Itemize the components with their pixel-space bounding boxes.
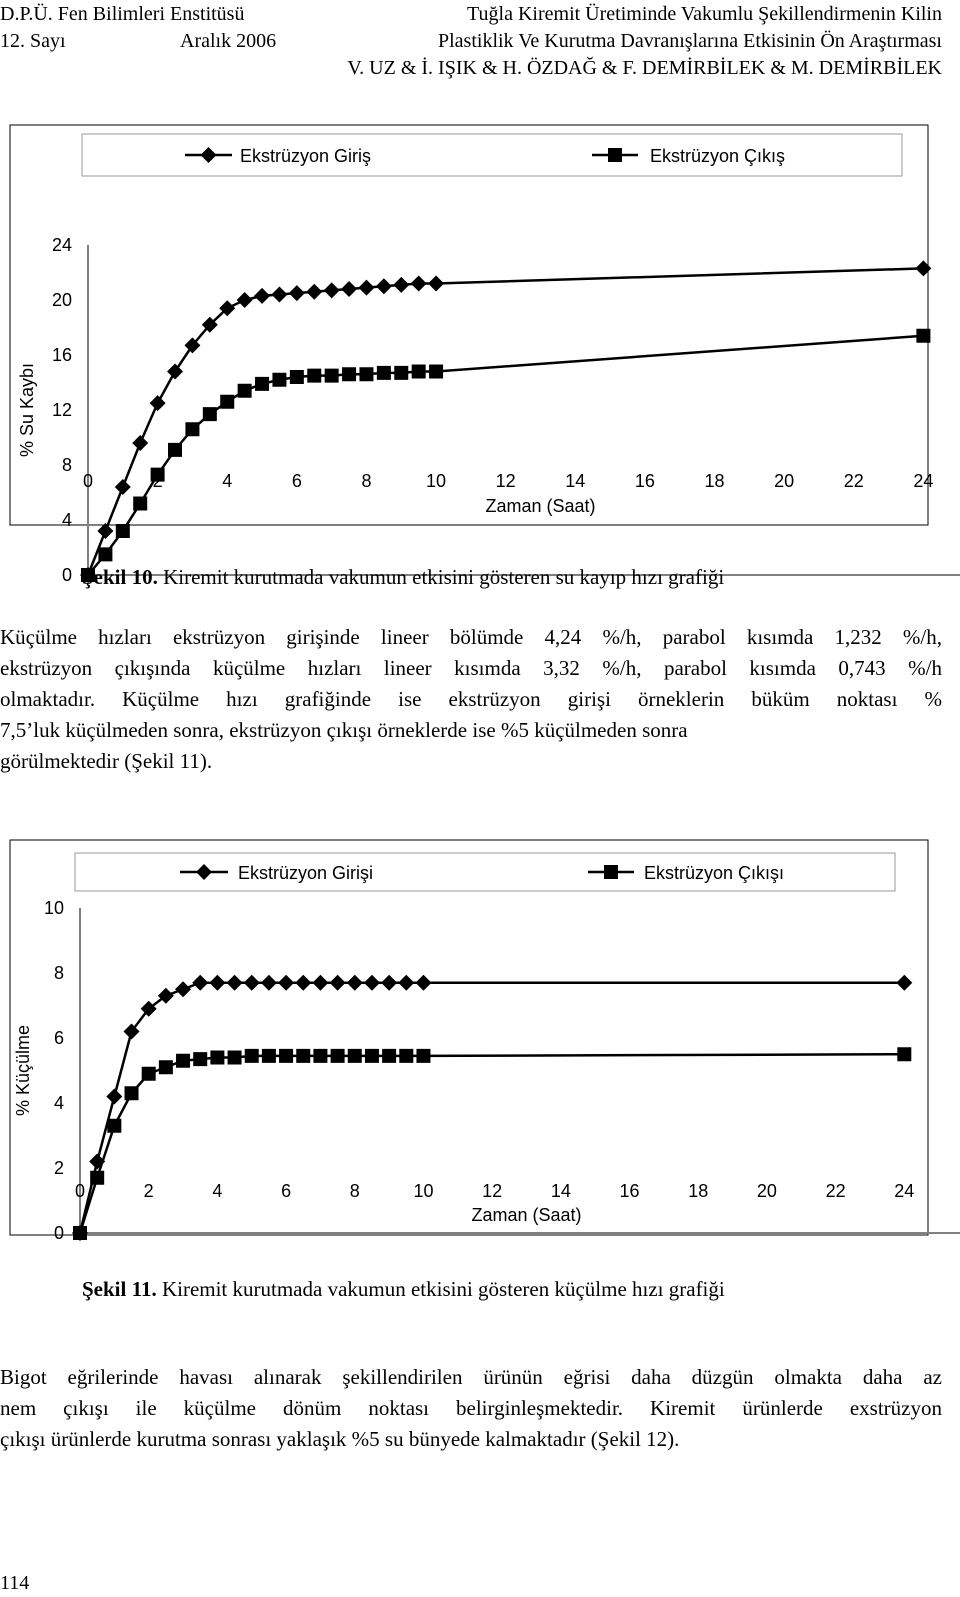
paragraph-line: Küçülme hızları ekstrüzyon girişinde lineer bölümde 4,24 %/h, parabol kısımda 1,232 %/h, — [0, 625, 942, 649]
x-tick-label: 16 — [619, 1181, 640, 1201]
data-point-square — [245, 1049, 259, 1063]
data-point-square — [916, 329, 930, 343]
paragraph-line: ekstrüzyon çıkışında küçülme hızları lineer kısımda 3,32 %/h, parabol kısımda 0,743 %/h — [0, 656, 942, 680]
paragraph-line: görülmektedir (Şekil 11). — [0, 749, 213, 773]
y-tick-label: 0 — [61, 565, 72, 585]
data-point-square — [307, 369, 321, 383]
data-point-square — [176, 1054, 190, 1068]
y-tick-label: 8 — [61, 455, 72, 475]
x-tick-label: 12 — [495, 471, 516, 491]
data-point-square — [382, 1049, 396, 1063]
y-tick-label: 24 — [51, 235, 72, 255]
data-point-square — [193, 1052, 207, 1066]
figure-10-label: Şekil 10. — [82, 565, 158, 589]
x-axis-label: Zaman (Saat) — [485, 496, 596, 516]
data-point-square — [220, 395, 234, 409]
legend-label: Ekstrüzyon Çıkış — [650, 146, 786, 166]
data-point-square — [331, 1049, 345, 1063]
data-point-square — [98, 547, 112, 561]
figure-11-label: Şekil 11. — [82, 1277, 157, 1301]
data-point-square — [296, 1049, 310, 1063]
x-tick-label: 24 — [894, 1181, 915, 1201]
x-tick-label: 20 — [774, 471, 795, 491]
data-point-square — [429, 365, 443, 379]
legend-label: Ekstrüzyon Girişi — [238, 863, 374, 883]
data-point-square — [159, 1060, 173, 1074]
x-tick-label: 22 — [843, 471, 864, 491]
x-tick-label: 14 — [565, 471, 586, 491]
data-point-square — [228, 1051, 242, 1065]
data-point-square — [342, 367, 356, 381]
figure-11-caption-text: Kiremit kurutmada vakumun etkisini gösteren küçülme hızı grafiği — [156, 1277, 725, 1301]
x-tick-label: 0 — [74, 1181, 86, 1201]
data-point-square — [325, 369, 339, 383]
legend-marker-square — [608, 148, 622, 162]
figure-11-caption — [82, 1277, 725, 1302]
data-point-square — [279, 1049, 293, 1063]
chart-frame — [10, 840, 928, 1235]
data-point-square — [133, 497, 147, 511]
x-tick-label: 14 — [550, 1181, 571, 1201]
paragraph-2 — [0, 1362, 942, 1455]
y-tick-label: 12 — [51, 400, 72, 420]
shrinkage-chart — [0, 835, 960, 1243]
data-point-square — [394, 366, 408, 380]
y-tick-label: 20 — [51, 290, 72, 310]
article-authors: V. UZ & İ. IŞIK & H. ÖZDAĞ & F. DEMİRBİLEK & M. DEMİRBİLEK — [347, 57, 942, 79]
y-tick-label: 8 — [53, 963, 64, 983]
data-point-square — [210, 1051, 224, 1065]
x-tick-label: 8 — [349, 1181, 360, 1201]
data-point-square — [365, 1049, 379, 1063]
x-tick-label: 16 — [634, 471, 655, 491]
data-point-square — [90, 1171, 104, 1185]
paragraph-1 — [0, 622, 942, 777]
data-point-square — [116, 524, 130, 538]
y-tick-label: 4 — [61, 510, 72, 530]
x-tick-label: 2 — [143, 1181, 154, 1201]
data-point-square — [412, 365, 426, 379]
data-point-square — [203, 407, 217, 421]
journal-date: Aralık 2006 — [180, 30, 277, 52]
figure-10-caption — [82, 565, 724, 590]
x-axis-label: Zaman (Saat) — [471, 1205, 582, 1225]
article-title-line1: Tuğla Kiremit Üretiminde Vakumlu Şekillendirmenin Kilin — [467, 3, 942, 25]
data-point-square — [272, 373, 286, 387]
paragraph-line: Bigot eğrilerinde havası alınarak şekillendirilen ürünün eğrisi daha düzgün olmakta daha az — [0, 1365, 942, 1389]
x-tick-label: 0 — [82, 471, 94, 491]
data-point-square — [377, 366, 391, 380]
data-point-square — [313, 1049, 327, 1063]
x-tick-label: 10 — [426, 471, 447, 491]
x-tick-label: 10 — [413, 1181, 434, 1201]
x-tick-label: 12 — [482, 1181, 503, 1201]
data-point-square — [348, 1049, 362, 1063]
data-point-square — [73, 1226, 87, 1240]
x-tick-label: 18 — [704, 471, 725, 491]
y-axis-label: % Su Kaybı — [17, 362, 37, 458]
data-point-square — [262, 1049, 276, 1063]
data-point-square — [185, 422, 199, 436]
figure-11 — [0, 835, 960, 1243]
x-tick-label: 6 — [281, 1181, 292, 1201]
data-point-square — [151, 468, 165, 482]
data-point-square — [416, 1049, 430, 1063]
x-tick-label: 6 — [291, 471, 302, 491]
figure-10-caption-text: Kiremit kurutmada vakumun etkisini gösteren su kayıp hızı grafiği — [157, 565, 725, 589]
data-point-square — [359, 367, 373, 381]
paragraph-line: 7,5’luk küçülmeden sonra, ekstrüzyon çıkışı örneklerde ise %5 küçülmeden sonra — [0, 718, 688, 742]
data-point-square — [897, 1047, 911, 1061]
data-point-square — [290, 370, 304, 384]
legend-label: Ekstrüzyon Giriş — [240, 146, 372, 166]
y-axis-label: % Küçülme — [13, 1024, 33, 1117]
data-point-square — [168, 443, 182, 457]
x-tick-label: 22 — [825, 1181, 846, 1201]
x-tick-label: 4 — [212, 1181, 223, 1201]
data-point-square — [142, 1067, 156, 1081]
data-point-square — [399, 1049, 413, 1063]
y-tick-label: 0 — [53, 1223, 64, 1243]
y-tick-label: 6 — [53, 1028, 64, 1048]
y-tick-label: 16 — [51, 345, 72, 365]
data-point-square — [107, 1119, 121, 1133]
x-tick-label: 20 — [756, 1181, 777, 1201]
article-title-line2: Plastiklik Ve Kurutma Davranışlarına Etkisinin Ön Araştırması — [437, 30, 942, 52]
legend-marker-square — [604, 865, 618, 879]
legend-label: Ekstrüzyon Çıkışı — [644, 863, 785, 883]
chart-frame — [10, 125, 928, 525]
data-point-square — [238, 384, 252, 398]
x-tick-label: 18 — [688, 1181, 709, 1201]
journal-institute: D.P.Ü. Fen Bilimleri Enstitüsü — [0, 3, 245, 25]
x-tick-label: 8 — [361, 471, 372, 491]
journal-issue: 12. Sayı — [0, 30, 66, 52]
data-point-square — [255, 377, 269, 391]
paragraph-line: olmaktadır. Küçülme hızı grafiğinde ise ekstrüzyon girişi örneklerin büküm noktası % — [0, 687, 942, 711]
y-tick-label: 2 — [53, 1158, 64, 1178]
y-tick-label: 4 — [53, 1093, 64, 1113]
page-number: 114 — [0, 1572, 30, 1594]
x-tick-label: 4 — [222, 471, 233, 491]
y-tick-label: 10 — [43, 898, 64, 918]
x-tick-label: 24 — [913, 471, 934, 491]
paragraph-line: nem çıkışı ile küçülme dönüm noktası belirginleşmektedir. Kiremit ürünlerde exstrüzyon — [0, 1396, 942, 1420]
paragraph-line: çıkışı ürünlerde kurutma sonrası yaklaşık %5 su bünyede kalmaktadır (Şekil 12). — [0, 1427, 680, 1451]
data-point-square — [125, 1086, 139, 1100]
